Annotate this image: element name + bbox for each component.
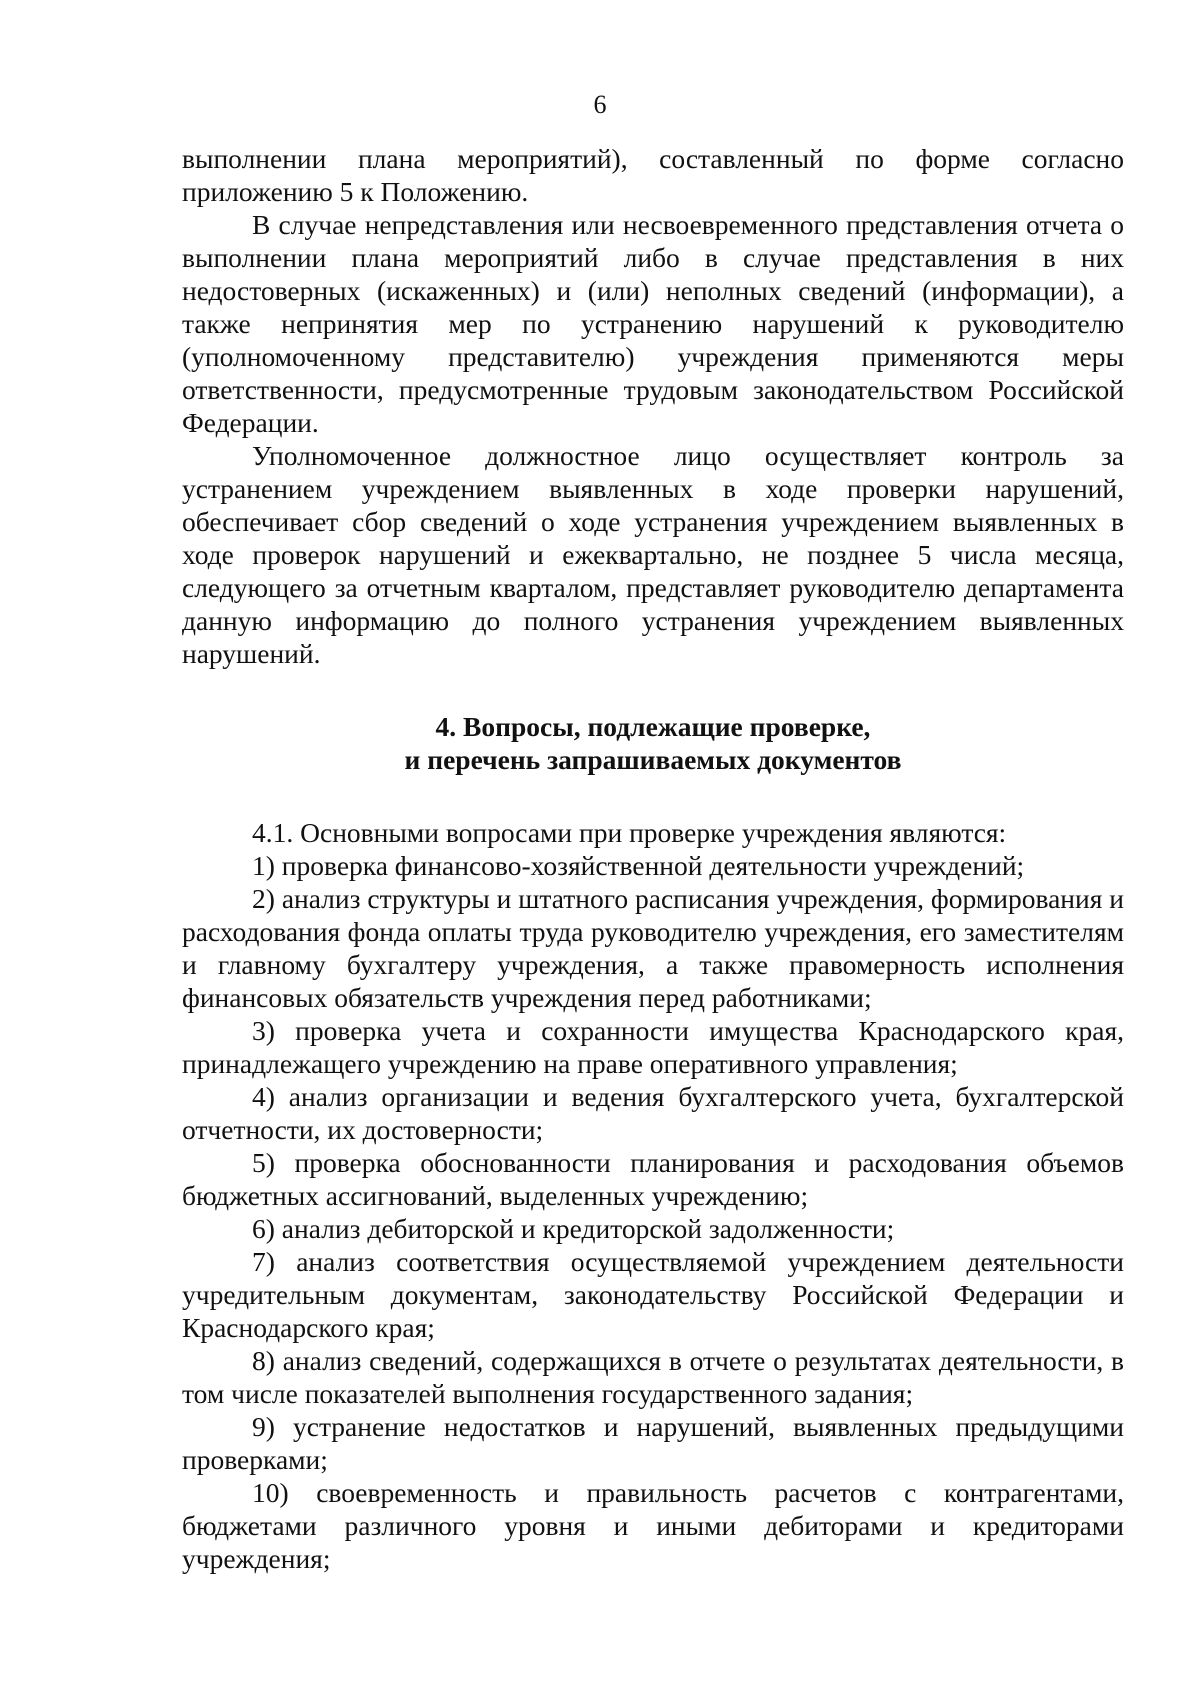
paragraph: 5) проверка обоснованности планирования и расходования объемов бюджетных ассигнований, выделенных учреждению; [182, 1147, 1124, 1211]
section-heading-line-1: 4. Вопросы, подлежащие проверке, [435, 711, 871, 742]
paragraph: 10) своевременность и правильность расчетов с контрагентами, бюджетами различного уровня и иными дебиторами и кредиторами учреждения; [182, 1477, 1124, 1574]
paragraph: 2) анализ структуры и штатного расписания учреждения, формирования и расходования фонда оплаты труда руководителю учреждения, его заместителям и главному бухгалтеру учреждения, а также правомерность исполнения финансовых обязательств учреждения перед работниками; [182, 883, 1124, 1013]
page-number: 6 [593, 90, 607, 119]
section-heading-line-2: и перечень запрашиваемых документов [404, 744, 902, 775]
section-heading [182, 710, 1124, 776]
paragraphs-before-heading [182, 142, 1124, 670]
paragraph: В случае непредставления или несвоевременного представления отчета о выполнении плана мероприятий либо в случае представления в них недостоверных (искаженных) и (или) неполных сведений (информации), а также непринятия мер по устранению нарушений к руководителю (уполномоченному представителю) учреждения применяются меры ответственности, предусмотренные трудовым законодательством Российской Федерации. [182, 209, 1124, 438]
paragraph: выполнении плана мероприятий), составленный по форме согласно приложению 5 к Положению. [182, 143, 1124, 207]
paragraphs-after-heading [182, 816, 1124, 1575]
paragraph: 6) анализ дебиторской и кредиторской задолженности; [252, 1213, 895, 1244]
paragraph: 1) проверка финансово-хозяйственной деятельности учреждений; [252, 850, 1025, 881]
paragraph: 7) анализ соответствия осуществляемой учреждением деятельности учредительным документам, законодательству Российской Федерации и Краснодарского края; [182, 1246, 1124, 1343]
paragraph: 4.1. Основными вопросами при проверке учреждения являются: [252, 817, 1007, 848]
document-body [182, 142, 1124, 1575]
paragraph: 3) проверка учета и сохранности имущества Краснодарского края, принадлежащего учреждению на праве оперативного управления; [182, 1015, 1124, 1079]
paragraph: 8) анализ сведений, содержащихся в отчете о результатах деятельности, в том числе показателей выполнения государственного задания; [182, 1345, 1124, 1409]
paragraph: 4) анализ организации и ведения бухгалтерского учета, бухгалтерской отчетности, их достоверности; [182, 1081, 1124, 1145]
paragraph: 9) устранение недостатков и нарушений, выявленных предыдущими проверками; [182, 1411, 1124, 1475]
paragraph: Уполномоченное должностное лицо осуществляет контроль за устранением учреждением выявленных в ходе проверки нарушений, обеспечивает сбор сведений о ходе устранения учреждением выявленных в ходе проверок нарушений и ежеквартально, не позднее 5 числа месяца, следующего за отчетным кварталом, представляет руководителю департамента данную информацию до полного устранения учреждением выявленных нарушений. [182, 440, 1124, 669]
